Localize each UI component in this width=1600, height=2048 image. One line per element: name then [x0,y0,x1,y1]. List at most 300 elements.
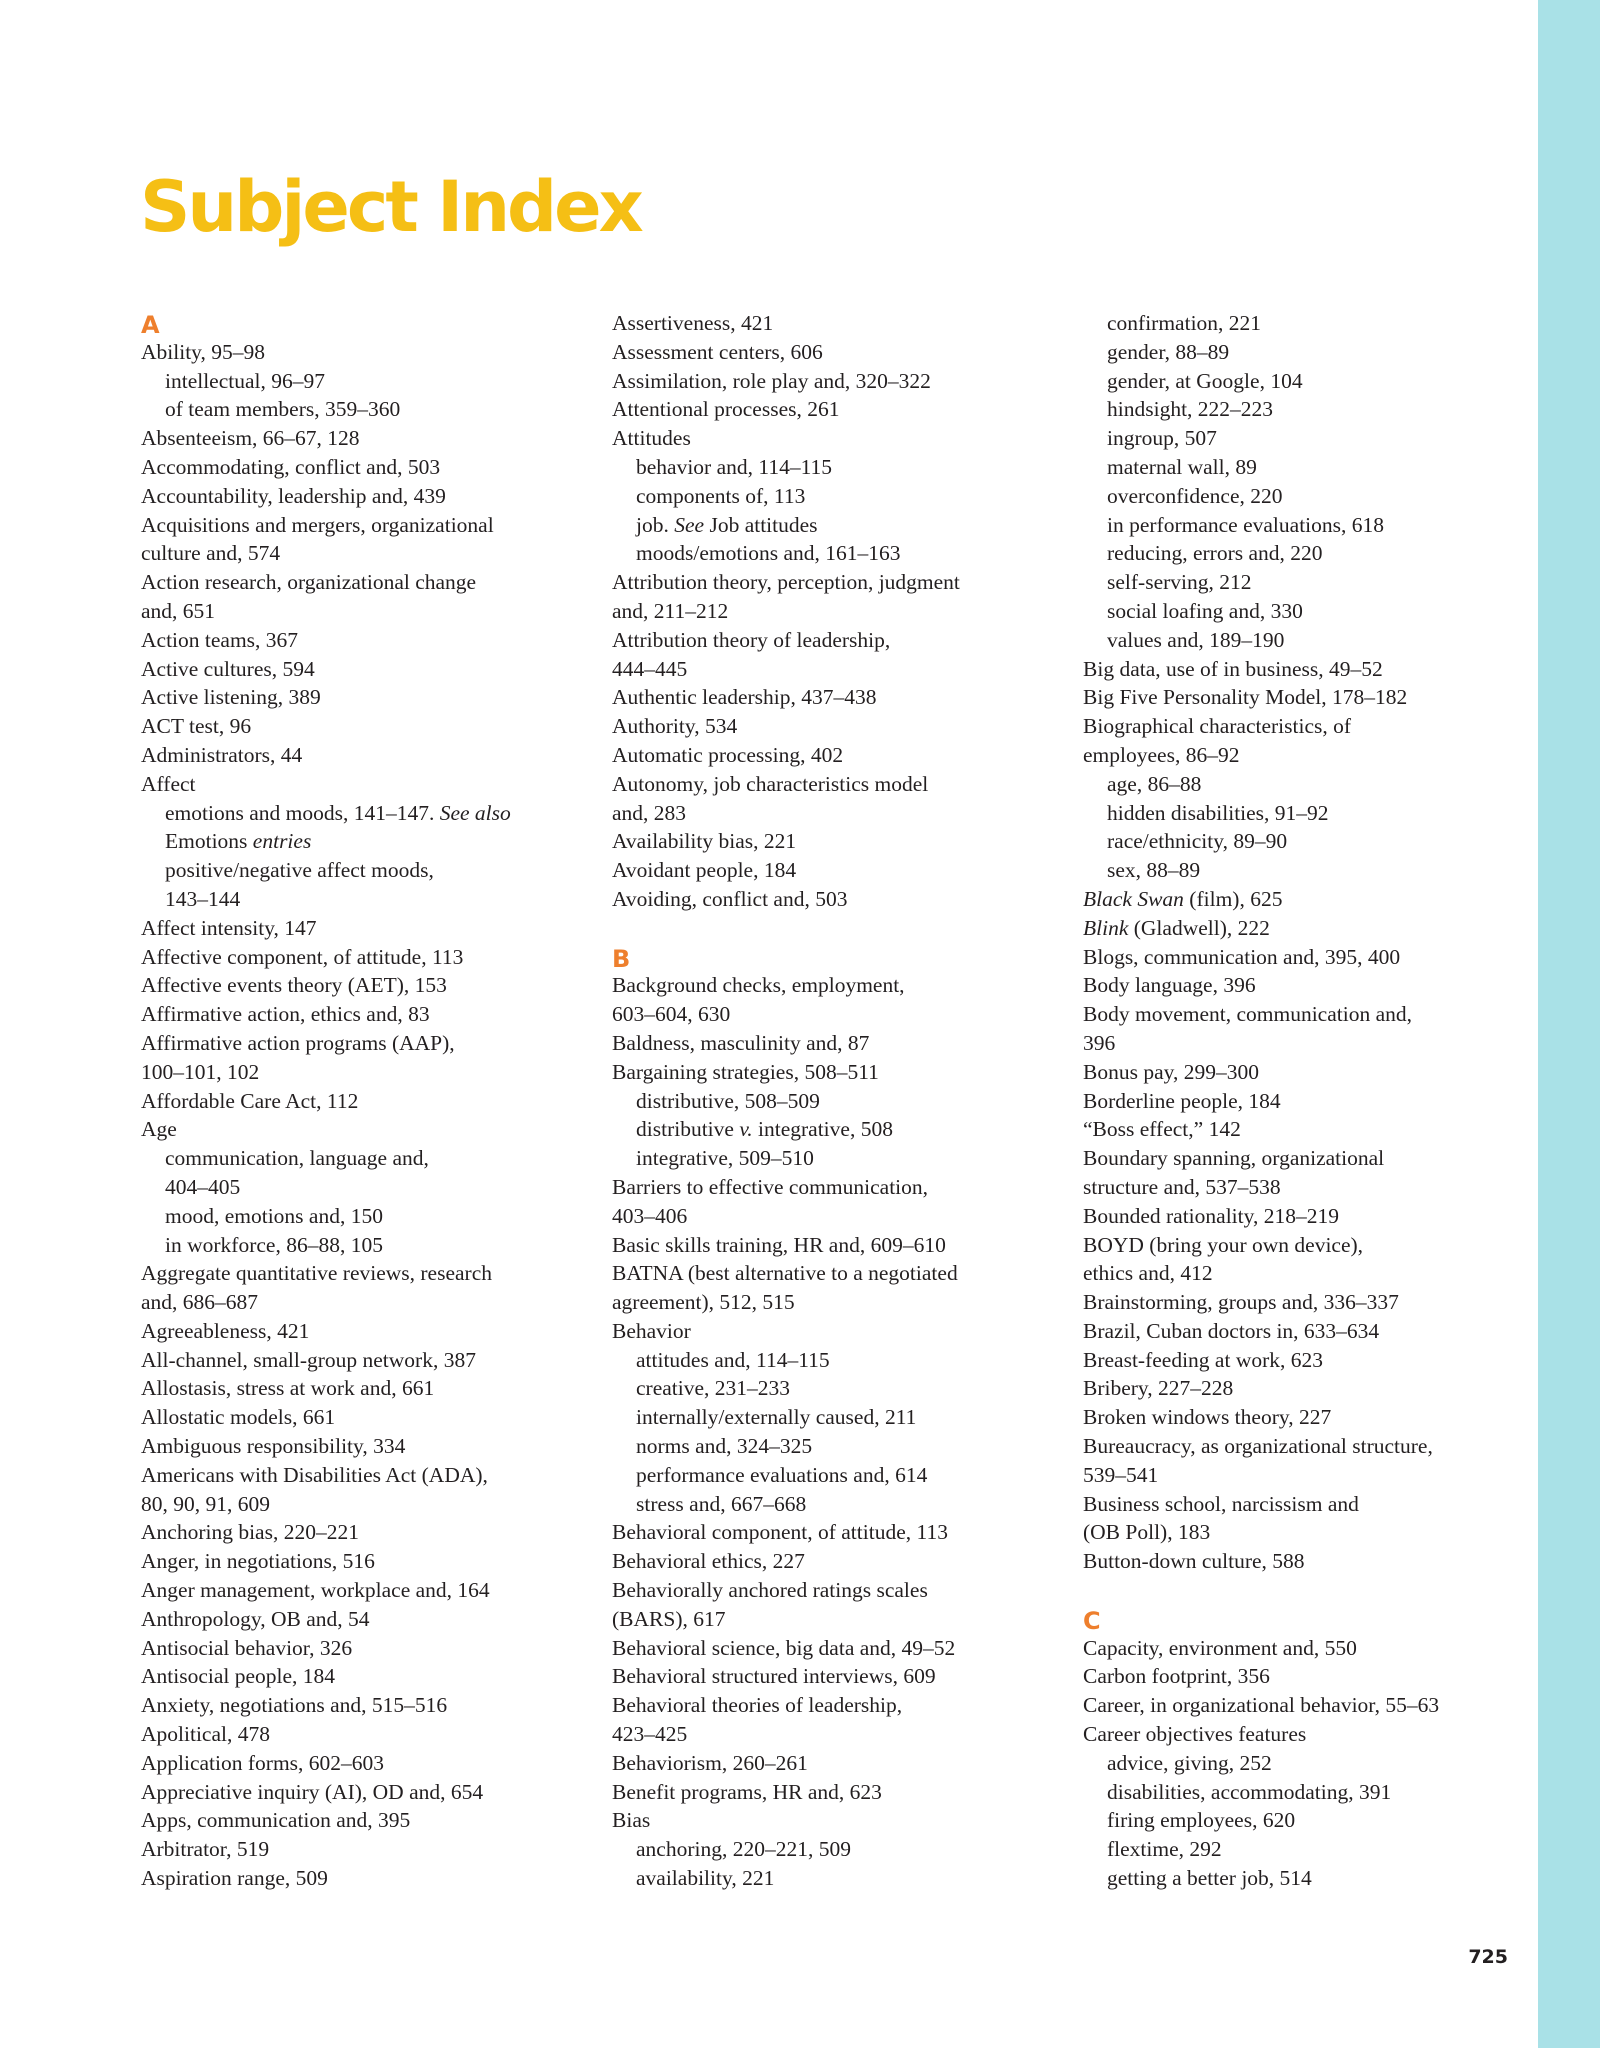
index-entry [1083,1087,1523,1116]
index-entry-continuation [612,1288,1052,1317]
index-entry [141,1000,581,1029]
index-entry [141,914,581,943]
section-gap [612,914,1052,943]
entry-text: (OB Poll), 183 [1083,1520,1211,1545]
entry-text: Apolitical, 478 [141,1722,270,1747]
index-entry-continuation [612,1720,1052,1749]
index-entry [141,683,581,712]
entry-text: gender, at Google, 104 [1107,368,1303,393]
index-entry-continuation [612,1202,1052,1231]
entry-text: Anger management, workplace and, 164 [141,1578,490,1603]
index-subentry [1083,770,1523,799]
entry-text: Body language, 396 [1083,973,1256,998]
entry-text: advice, giving, 252 [1107,1750,1272,1775]
entry-text: Background checks, employment, [612,973,905,998]
index-entry-continuation [141,539,581,568]
index-entry [141,1806,581,1835]
index-entry [612,1058,1052,1087]
entry-text: internally/externally caused, 211 [636,1405,917,1430]
entry-text: Affirmative action, ethics and, 83 [141,1002,430,1027]
entry-text: agreement), 512, 515 [612,1290,795,1315]
entry-italic-text: See also [439,800,511,825]
index-entry [612,1691,1052,1720]
entry-text: 100–101, 102 [141,1059,260,1084]
entry-text: Aspiration range, 509 [141,1866,328,1891]
index-entry [612,856,1052,885]
index-subentry [612,1835,1052,1864]
entry-text: Broken windows theory, 227 [1083,1405,1332,1430]
index-subentry [1083,395,1523,424]
index-entry [141,1720,581,1749]
index-entry [612,971,1052,1000]
index-entry [1083,1432,1523,1461]
index-subentry [612,511,1052,540]
index-entry [612,1749,1052,1778]
index-subentry [1083,827,1523,856]
index-entry-continuation [612,1000,1052,1029]
index-entry [141,1576,581,1605]
index-entry [1083,1144,1523,1173]
index-entry [1083,1231,1523,1260]
index-subentry [612,539,1052,568]
entry-text: creative, 231–233 [636,1376,791,1401]
entry-text: behavior and, 114–115 [636,454,833,479]
index-subentry [141,799,581,828]
entry-text: Action teams, 367 [141,627,299,652]
index-subentry [1083,482,1523,511]
index-entry [141,1461,581,1490]
entry-text: norms and, 324–325 [636,1434,813,1459]
entry-text: Arbitrator, 519 [141,1837,270,1862]
index-entry-continuation [141,1288,581,1317]
entry-text: Attentional processes, 261 [612,397,840,422]
index-subentry [1083,367,1523,396]
entry-text: Affordable Care Act, 112 [141,1088,359,1113]
index-entry [612,1634,1052,1663]
index-subentry [612,1346,1052,1375]
entry-text: Attribution theory, perception, judgment [612,570,960,595]
entry-text: (film), 625 [1189,886,1283,911]
index-entry [612,1173,1052,1202]
side-color-band [1538,0,1600,2048]
index-entry [141,1029,581,1058]
index-entry [141,1634,581,1663]
entry-text: disabilities, accommodating, 391 [1107,1779,1392,1804]
entry-text: Affirmative action programs (AAP), [141,1030,455,1055]
index-entry-continuation [1083,741,1523,770]
index-entry [141,453,581,482]
entry-text: age, 86–88 [1107,771,1202,796]
index-column-1 [141,309,581,1893]
index-entry [1083,943,1523,972]
index-entry [141,482,581,511]
index-entry [141,1605,581,1634]
entry-text: components of, 113 [636,483,806,508]
entry-text: integrative, 508 [758,1117,893,1142]
index-subentry [1083,424,1523,453]
entry-text: Anthropology, OB and, 54 [141,1606,370,1631]
entry-text: Attribution theory of leadership, [612,627,891,652]
index-entry [141,770,581,799]
entry-text: Barriers to effective communication, [612,1174,929,1199]
entry-text: Apps, communication and, 395 [141,1808,411,1833]
entry-text: Bias [612,1808,651,1833]
entry-text: Basic skills training, HR and, 609–610 [612,1232,946,1257]
entry-text: All-channel, small-group network, 387 [141,1347,476,1372]
entry-text: attitudes and, 114–115 [636,1347,830,1372]
entry-text: Allostasis, stress at work and, 661 [141,1376,435,1401]
entry-text: ingroup, 507 [1107,426,1217,451]
entry-text: Brazil, Cuban doctors in, 633–634 [1083,1318,1380,1343]
entry-text: availability, 221 [636,1866,775,1891]
index-entry-continuation [1083,1259,1523,1288]
entry-text: Antisocial people, 184 [141,1664,336,1689]
index-entry [1083,1058,1523,1087]
entry-text: overconfidence, 220 [1107,483,1283,508]
entry-text: BATNA (best alternative to a negotiated [612,1261,958,1286]
entry-text: “Boss effect,” 142 [1083,1117,1241,1142]
index-entry [612,1547,1052,1576]
entry-text: Anxiety, negotiations and, 515–516 [141,1693,448,1718]
entry-text: performance evaluations and, 614 [636,1462,928,1487]
index-entry-continuation [1083,1518,1523,1547]
index-entry-continuation [612,1605,1052,1634]
index-subentry [1083,309,1523,338]
index-subentry [1083,1864,1523,1893]
entry-text: Aggregate quantitative reviews, research [141,1261,493,1286]
entry-text: Bargaining strategies, 508–511 [612,1059,879,1084]
index-entry [141,1691,581,1720]
index-subentry [1083,453,1523,482]
entry-text: Assimilation, role play and, 320–322 [612,368,931,393]
entry-text: Big Five Personality Model, 178–182 [1083,685,1408,710]
index-entry-continuation [141,1058,581,1087]
entry-text: Attitudes [612,426,691,451]
entry-text: culture and, 574 [141,541,281,566]
entry-text: Blogs, communication and, 395, 400 [1083,944,1401,969]
entry-text: Borderline people, 184 [1083,1088,1281,1113]
entry-text: Affect intensity, 147 [141,915,317,940]
entry-text: Behavioral ethics, 227 [612,1549,805,1574]
index-subentry [612,1374,1052,1403]
entry-text: hindsight, 222–223 [1107,397,1274,422]
entry-text: Behavioral structured interviews, 609 [612,1664,936,1689]
index-entry [612,1518,1052,1547]
index-entry [1083,1720,1523,1749]
entry-text: and, 686–687 [141,1290,259,1315]
index-entry [1083,655,1523,684]
entry-text: Behavior [612,1318,691,1343]
index-subentry [1083,626,1523,655]
index-subentry [612,453,1052,482]
index-entry-continuation [612,597,1052,626]
index-entry [141,741,581,770]
index-subentry [612,1461,1052,1490]
index-entry [1083,885,1523,914]
entry-text: Antisocial behavior, 326 [141,1635,353,1660]
entry-text: Benefit programs, HR and, 623 [612,1779,882,1804]
letter-heading: C [1083,1606,1101,1635]
section-gap [1083,1576,1523,1605]
index-entry [1083,1000,1523,1029]
entry-text: and, 211–212 [612,598,729,623]
entry-text: Affect [141,771,196,796]
entry-text: flextime, 292 [1107,1837,1222,1862]
entry-text: Behavioral theories of leadership, [612,1693,903,1718]
index-entry [612,1662,1052,1691]
index-subentry [141,1202,581,1231]
index-entry [141,655,581,684]
index-entry [612,1231,1052,1260]
index-subentry [1083,856,1523,885]
entry-text: self-serving, 212 [1107,570,1252,595]
entry-italic-text: Blink [1083,915,1129,940]
entry-text: values and, 189–190 [1107,627,1285,652]
index-entry [141,1403,581,1432]
entry-italic-text: Black Swan [1083,886,1184,911]
index-entry [141,1259,581,1288]
index-entry [612,1029,1052,1058]
index-entry [141,1518,581,1547]
index-entry [141,1432,581,1461]
entry-text: Americans with Disabilities Act (ADA), [141,1462,488,1487]
entry-text: Anchoring bias, 220–221 [141,1520,359,1545]
index-entry [141,1317,581,1346]
entry-text: distributive [636,1117,734,1142]
index-entry [141,568,581,597]
entry-text: Avoidant people, 184 [612,858,797,883]
index-entry [141,1346,581,1375]
entry-text: Bonus pay, 299–300 [1083,1059,1259,1084]
entry-text: moods/emotions and, 161–163 [636,541,901,566]
index-entry [612,1259,1052,1288]
index-entry [141,971,581,1000]
index-entry-continuation [612,655,1052,684]
entry-italic-text: v. [739,1117,753,1142]
entry-text: Bounded rationality, 218–219 [1083,1203,1339,1228]
letter-heading: A [141,311,160,339]
entry-text: Assertiveness, 421 [612,311,774,335]
entry-text: Baldness, masculinity and, 87 [612,1030,870,1055]
entry-text: Brainstorming, groups and, 336–337 [1083,1290,1399,1315]
entry-text: distributive, 508–509 [636,1088,820,1113]
index-entry-continuation [141,597,581,626]
index-subentry [141,856,581,885]
index-entry-continuation [141,1173,581,1202]
entry-text: sex, 88–89 [1107,858,1201,883]
entry-text: ethics and, 412 [1083,1261,1213,1286]
entry-text: structure and, 537–538 [1083,1174,1281,1199]
index-entry [141,1864,581,1893]
entry-text: (BARS), 617 [612,1606,726,1631]
entry-text: in performance evaluations, 618 [1107,512,1385,537]
entry-text: Authority, 534 [612,714,738,739]
index-entry [141,1749,581,1778]
index-entry [1083,914,1523,943]
index-entry [1083,1317,1523,1346]
index-subentry [1083,568,1523,597]
index-entry [612,367,1052,396]
index-column-3 [1083,309,1523,1893]
index-subentry [612,482,1052,511]
entry-text: 603–604, 630 [612,1002,731,1027]
index-subentry [612,1403,1052,1432]
page-number: 725 [1468,1946,1508,1968]
entry-text: Automatic processing, 402 [612,742,844,767]
index-subentry [141,1144,581,1173]
entry-text: Agreeableness, 421 [141,1318,310,1343]
entry-text: integrative, 509–510 [636,1146,814,1171]
index-subentry [1083,1806,1523,1835]
entry-text: Absenteeism, 66–67, 128 [141,426,360,451]
entry-text: Button-down culture, 588 [1083,1549,1305,1574]
index-entry [1083,1346,1523,1375]
index-entry [141,1547,581,1576]
index-entry [1083,1374,1523,1403]
entry-text: of team members, 359–360 [165,397,401,422]
entry-text: Emotions [165,829,248,854]
entry-text: intellectual, 96–97 [165,368,326,393]
entry-text: (Gladwell), 222 [1133,915,1270,940]
index-entry [612,424,1052,453]
index-subentry [612,1144,1052,1173]
entry-text: and, 283 [612,800,687,825]
entry-text: Assessment centers, 606 [612,339,823,364]
index-subentry [1083,511,1523,540]
entry-text: Behaviorism, 260–261 [612,1750,808,1775]
index-subentry [1083,799,1523,828]
entry-italic-text: entries [252,829,312,854]
entry-text: Anger, in negotiations, 516 [141,1549,375,1574]
index-subentry [1083,1778,1523,1807]
entry-text: Career, in organizational behavior, 55–63 [1083,1693,1440,1718]
entry-text: Allostatic models, 661 [141,1405,336,1430]
entry-text: in workforce, 86–88, 105 [165,1232,383,1257]
index-entry [1083,1202,1523,1231]
index-entry [1083,971,1523,1000]
entry-text: hidden disabilities, 91–92 [1107,800,1329,825]
index-entry [612,770,1052,799]
index-entry [141,1778,581,1807]
index-entry-continuation [1083,1173,1523,1202]
entry-text: Application forms, 602–603 [141,1750,385,1775]
entry-text: emotions and moods, 141–147. [165,800,435,825]
entry-text: Ability, 95–98 [141,339,266,364]
entry-text: Behaviorally anchored ratings scales [612,1578,928,1603]
index-entry [612,683,1052,712]
entry-text: positive/negative affect moods, [165,858,434,883]
index-entry [141,626,581,655]
entry-text: 143–144 [165,886,241,911]
entry-text: Affective events theory (AET), 153 [141,973,447,998]
entry-text: Availability bias, 221 [612,829,797,854]
index-entry [612,1778,1052,1807]
index-entry [1083,1547,1523,1576]
index-subentry [612,1490,1052,1519]
index-entry [1083,1662,1523,1691]
index-entry [612,309,1052,338]
index-entry [612,568,1052,597]
index-entry [1083,683,1523,712]
index-entry [1083,1288,1523,1317]
index-subentry [141,367,581,396]
entry-text: Action research, organizational change [141,570,477,595]
index-entry [1083,1691,1523,1720]
entry-text: Breast-feeding at work, 623 [1083,1347,1324,1372]
entry-text: Big data, use of in business, 49–52 [1083,656,1383,681]
index-entry [1083,1115,1523,1144]
entry-text: 423–425 [612,1722,688,1747]
entry-text: confirmation, 221 [1107,311,1262,335]
entry-text: Active cultures, 594 [141,656,315,681]
entry-text: stress and, 667–668 [636,1491,807,1516]
index-entry [141,1835,581,1864]
index-entry [612,1806,1052,1835]
entry-text: getting a better job, 514 [1107,1866,1312,1891]
index-entry [612,1317,1052,1346]
index-subentry [141,1231,581,1260]
entry-text: Capacity, environment and, 550 [1083,1635,1357,1660]
entry-text: firing employees, 620 [1107,1808,1296,1833]
index-entry [612,885,1052,914]
index-entry [612,712,1052,741]
index-subentry [612,1864,1052,1893]
page-title: Subject Index [140,166,641,248]
entry-text: BOYD (bring your own device), [1083,1232,1364,1257]
index-entry [1083,1634,1523,1663]
entry-text: 444–445 [612,656,688,681]
entry-text: Appreciative inquiry (AI), OD and, 654 [141,1779,484,1804]
index-entry [141,338,581,367]
index-entry [612,741,1052,770]
entry-text: Business school, narcissism and [1083,1491,1359,1516]
entry-text: Authentic leadership, 437–438 [612,685,877,710]
index-subentry [1083,1835,1523,1864]
entry-text: 396 [1083,1030,1116,1055]
entry-text: 539–541 [1083,1462,1159,1487]
entry-text: reducing, errors and, 220 [1107,541,1323,566]
entry-text: communication, language and, [165,1146,429,1171]
index-subentry [612,1432,1052,1461]
entry-text: job. [636,512,669,537]
entry-text: Boundary spanning, organizational [1083,1146,1385,1171]
index-subentry [1083,597,1523,626]
entry-text: Avoiding, conflict and, 503 [612,886,848,911]
entry-text: gender, 88–89 [1107,339,1230,364]
entry-text: Carbon footprint, 356 [1083,1664,1270,1689]
index-entry [141,1662,581,1691]
index-entry-continuation [612,799,1052,828]
index-subentry [1083,338,1523,367]
entry-text: Behavioral science, big data and, 49–52 [612,1635,956,1660]
index-entry-continuation [1083,1029,1523,1058]
entry-text: mood, emotions and, 150 [165,1203,383,1228]
index-entry [612,1576,1052,1605]
index-subentry [612,1115,1052,1144]
entry-text: Ambiguous responsibility, 334 [141,1434,406,1459]
index-entry [141,943,581,972]
index-entry [141,424,581,453]
entry-text: ACT test, 96 [141,714,252,739]
entry-text: Behavioral component, of attitude, 113 [612,1520,948,1545]
entry-text: Bureaucracy, as organizational structure, [1083,1434,1433,1459]
index-entry [141,712,581,741]
entry-text: Bribery, 227–228 [1083,1376,1234,1401]
index-subentry [1083,539,1523,568]
entry-text: race/ethnicity, 89–90 [1107,829,1288,854]
index-entry [141,511,581,540]
index-entry [1083,1490,1523,1519]
